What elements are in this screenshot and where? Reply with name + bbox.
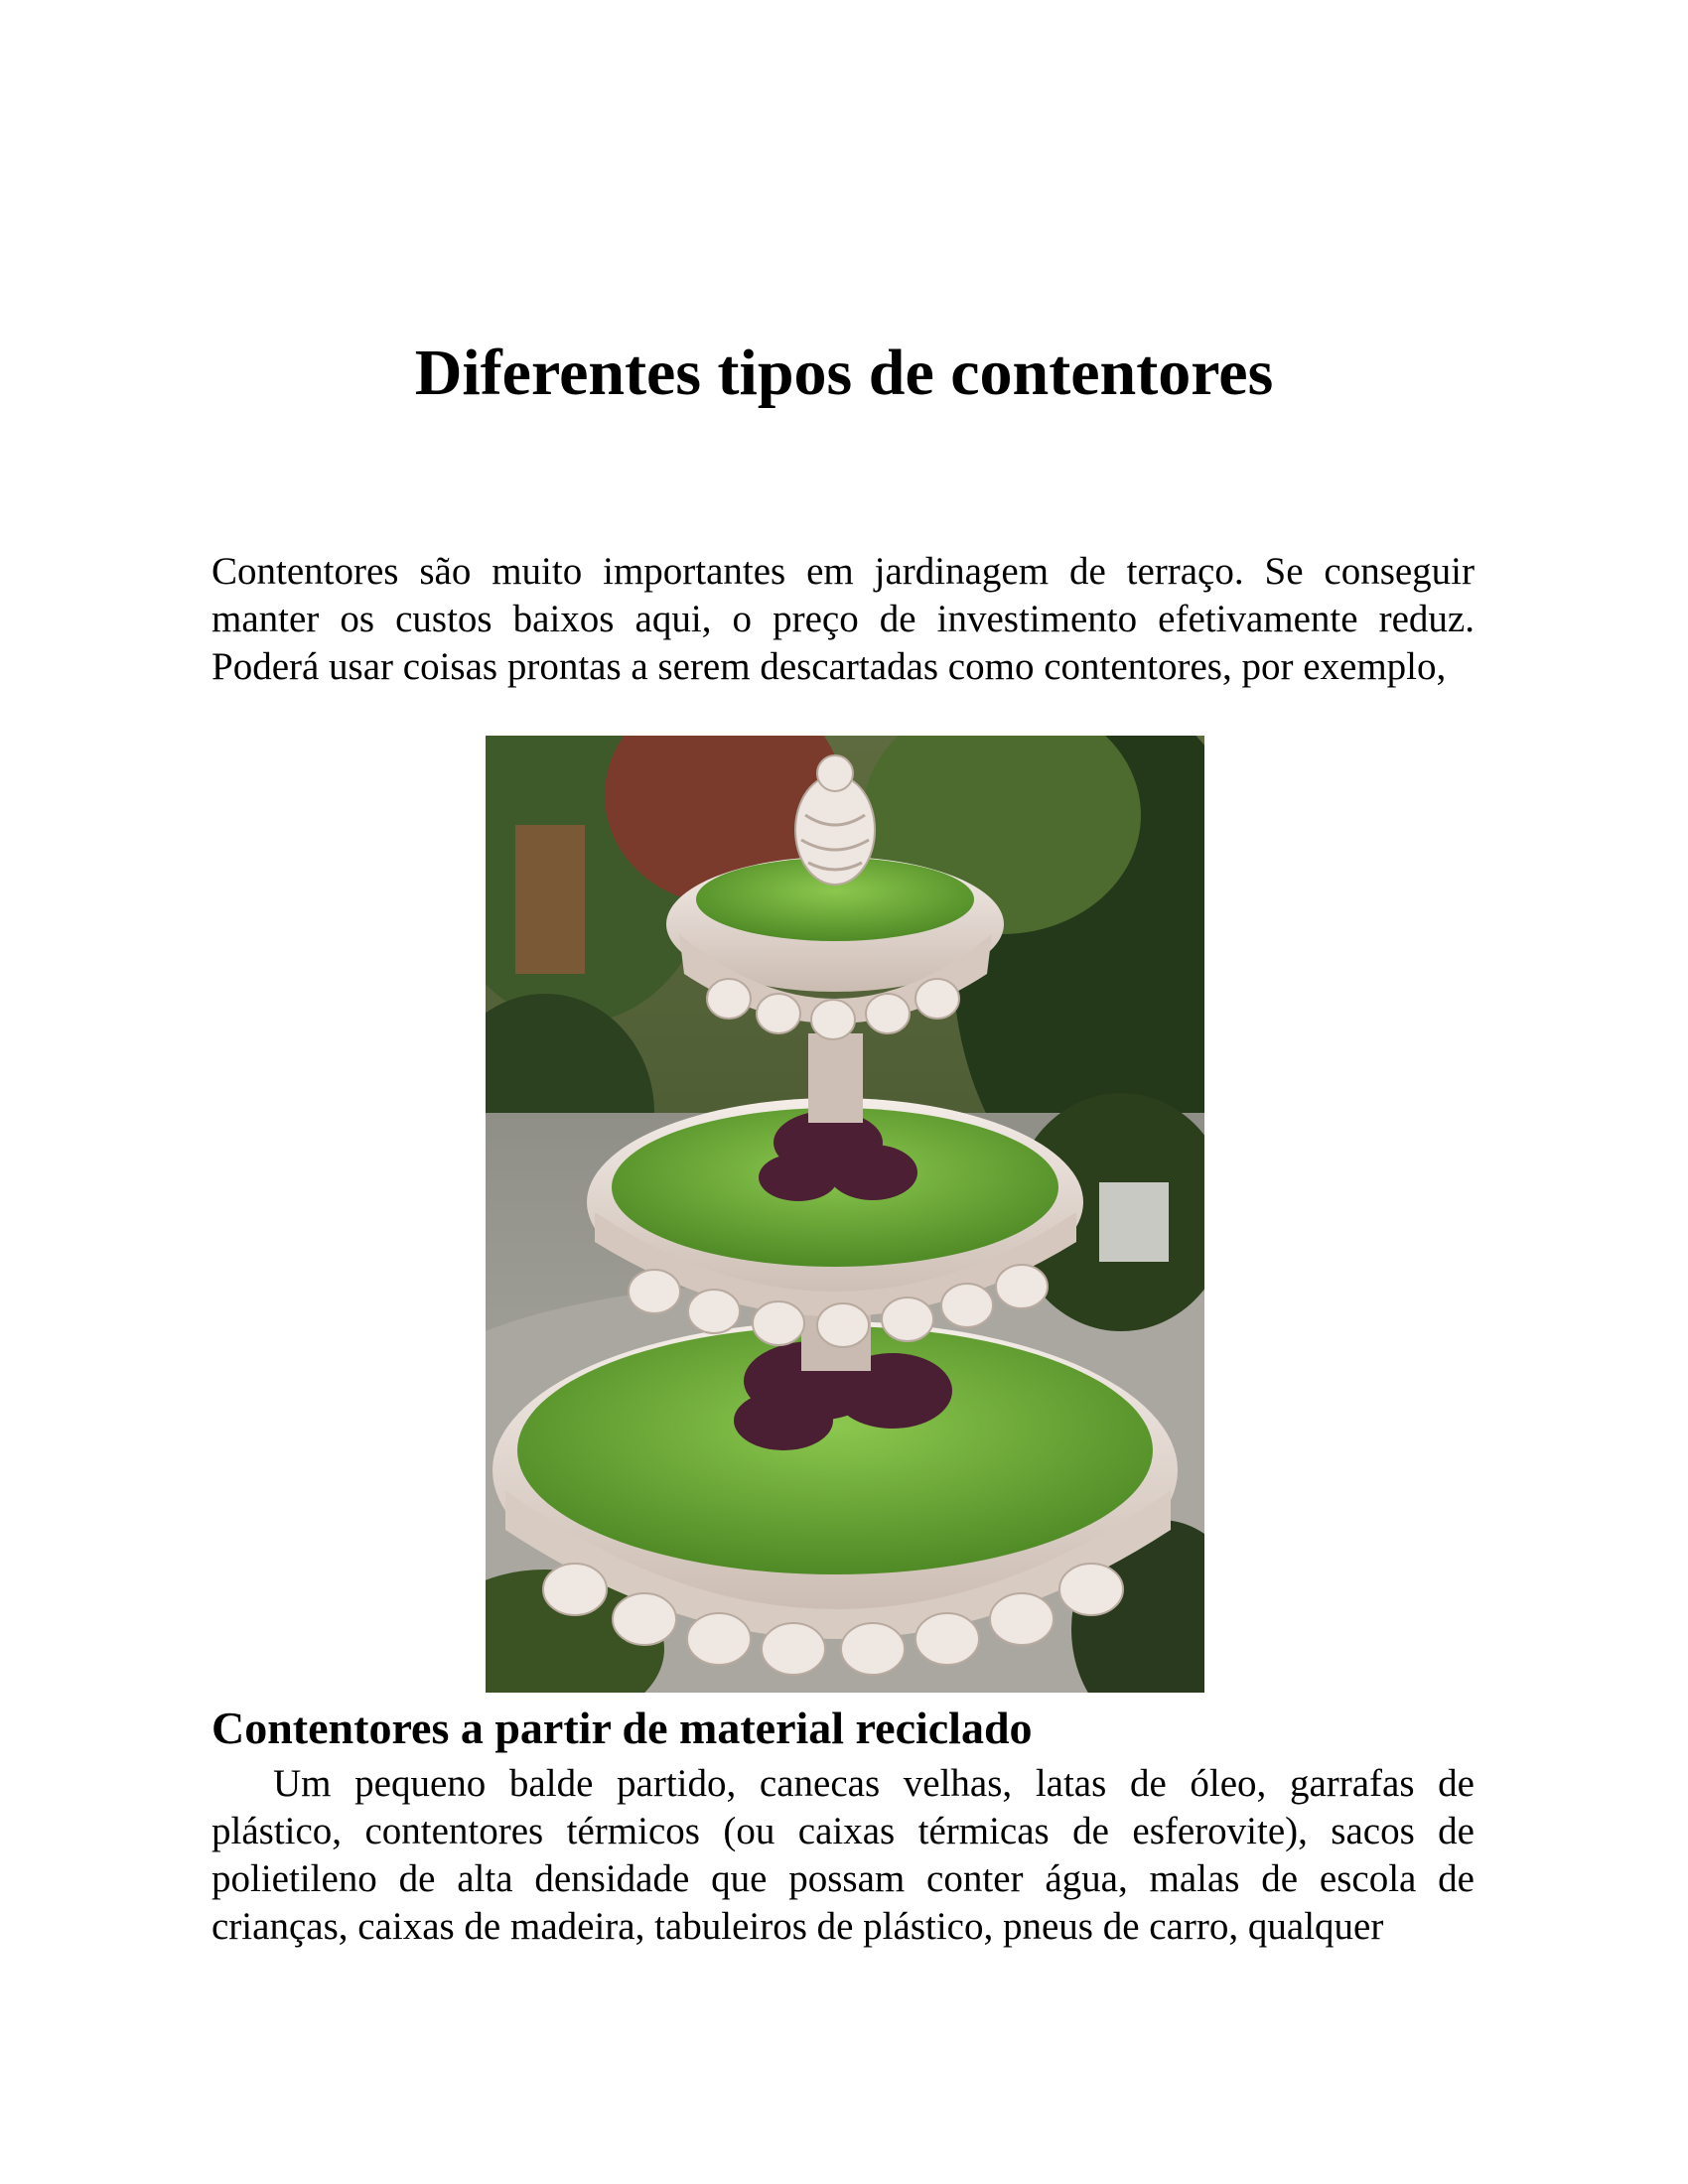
section-heading: Contentores a partir de material reciclado [211,1703,1033,1753]
fountain-planter-photo [486,736,1204,1693]
section-paragraph: Um pequeno balde partido, canecas velhas, latas de óleo, garrafas de plástico, contentores térmicos (ou caixas térmicas de esferovite), sacos de polietileno de alta densidade que possam conter água, malas de escola de crianças, caixas de madeira, tabuleiros de plástico, pneus de carro, qualquer [211,1762,1475,1948]
intro-paragraph: Contentores são muito importantes em jardinagem de terraço. Se conseguir manter os custos baixos aqui, o preço de investimento efetivamente reduz. Poderá usar coisas prontas a serem descartadas como contentores, por exemplo, [211,550,1475,688]
page-title: Diferentes tipos de contentores [414,337,1274,409]
tiered-fountain-planter-icon [486,736,1204,1693]
